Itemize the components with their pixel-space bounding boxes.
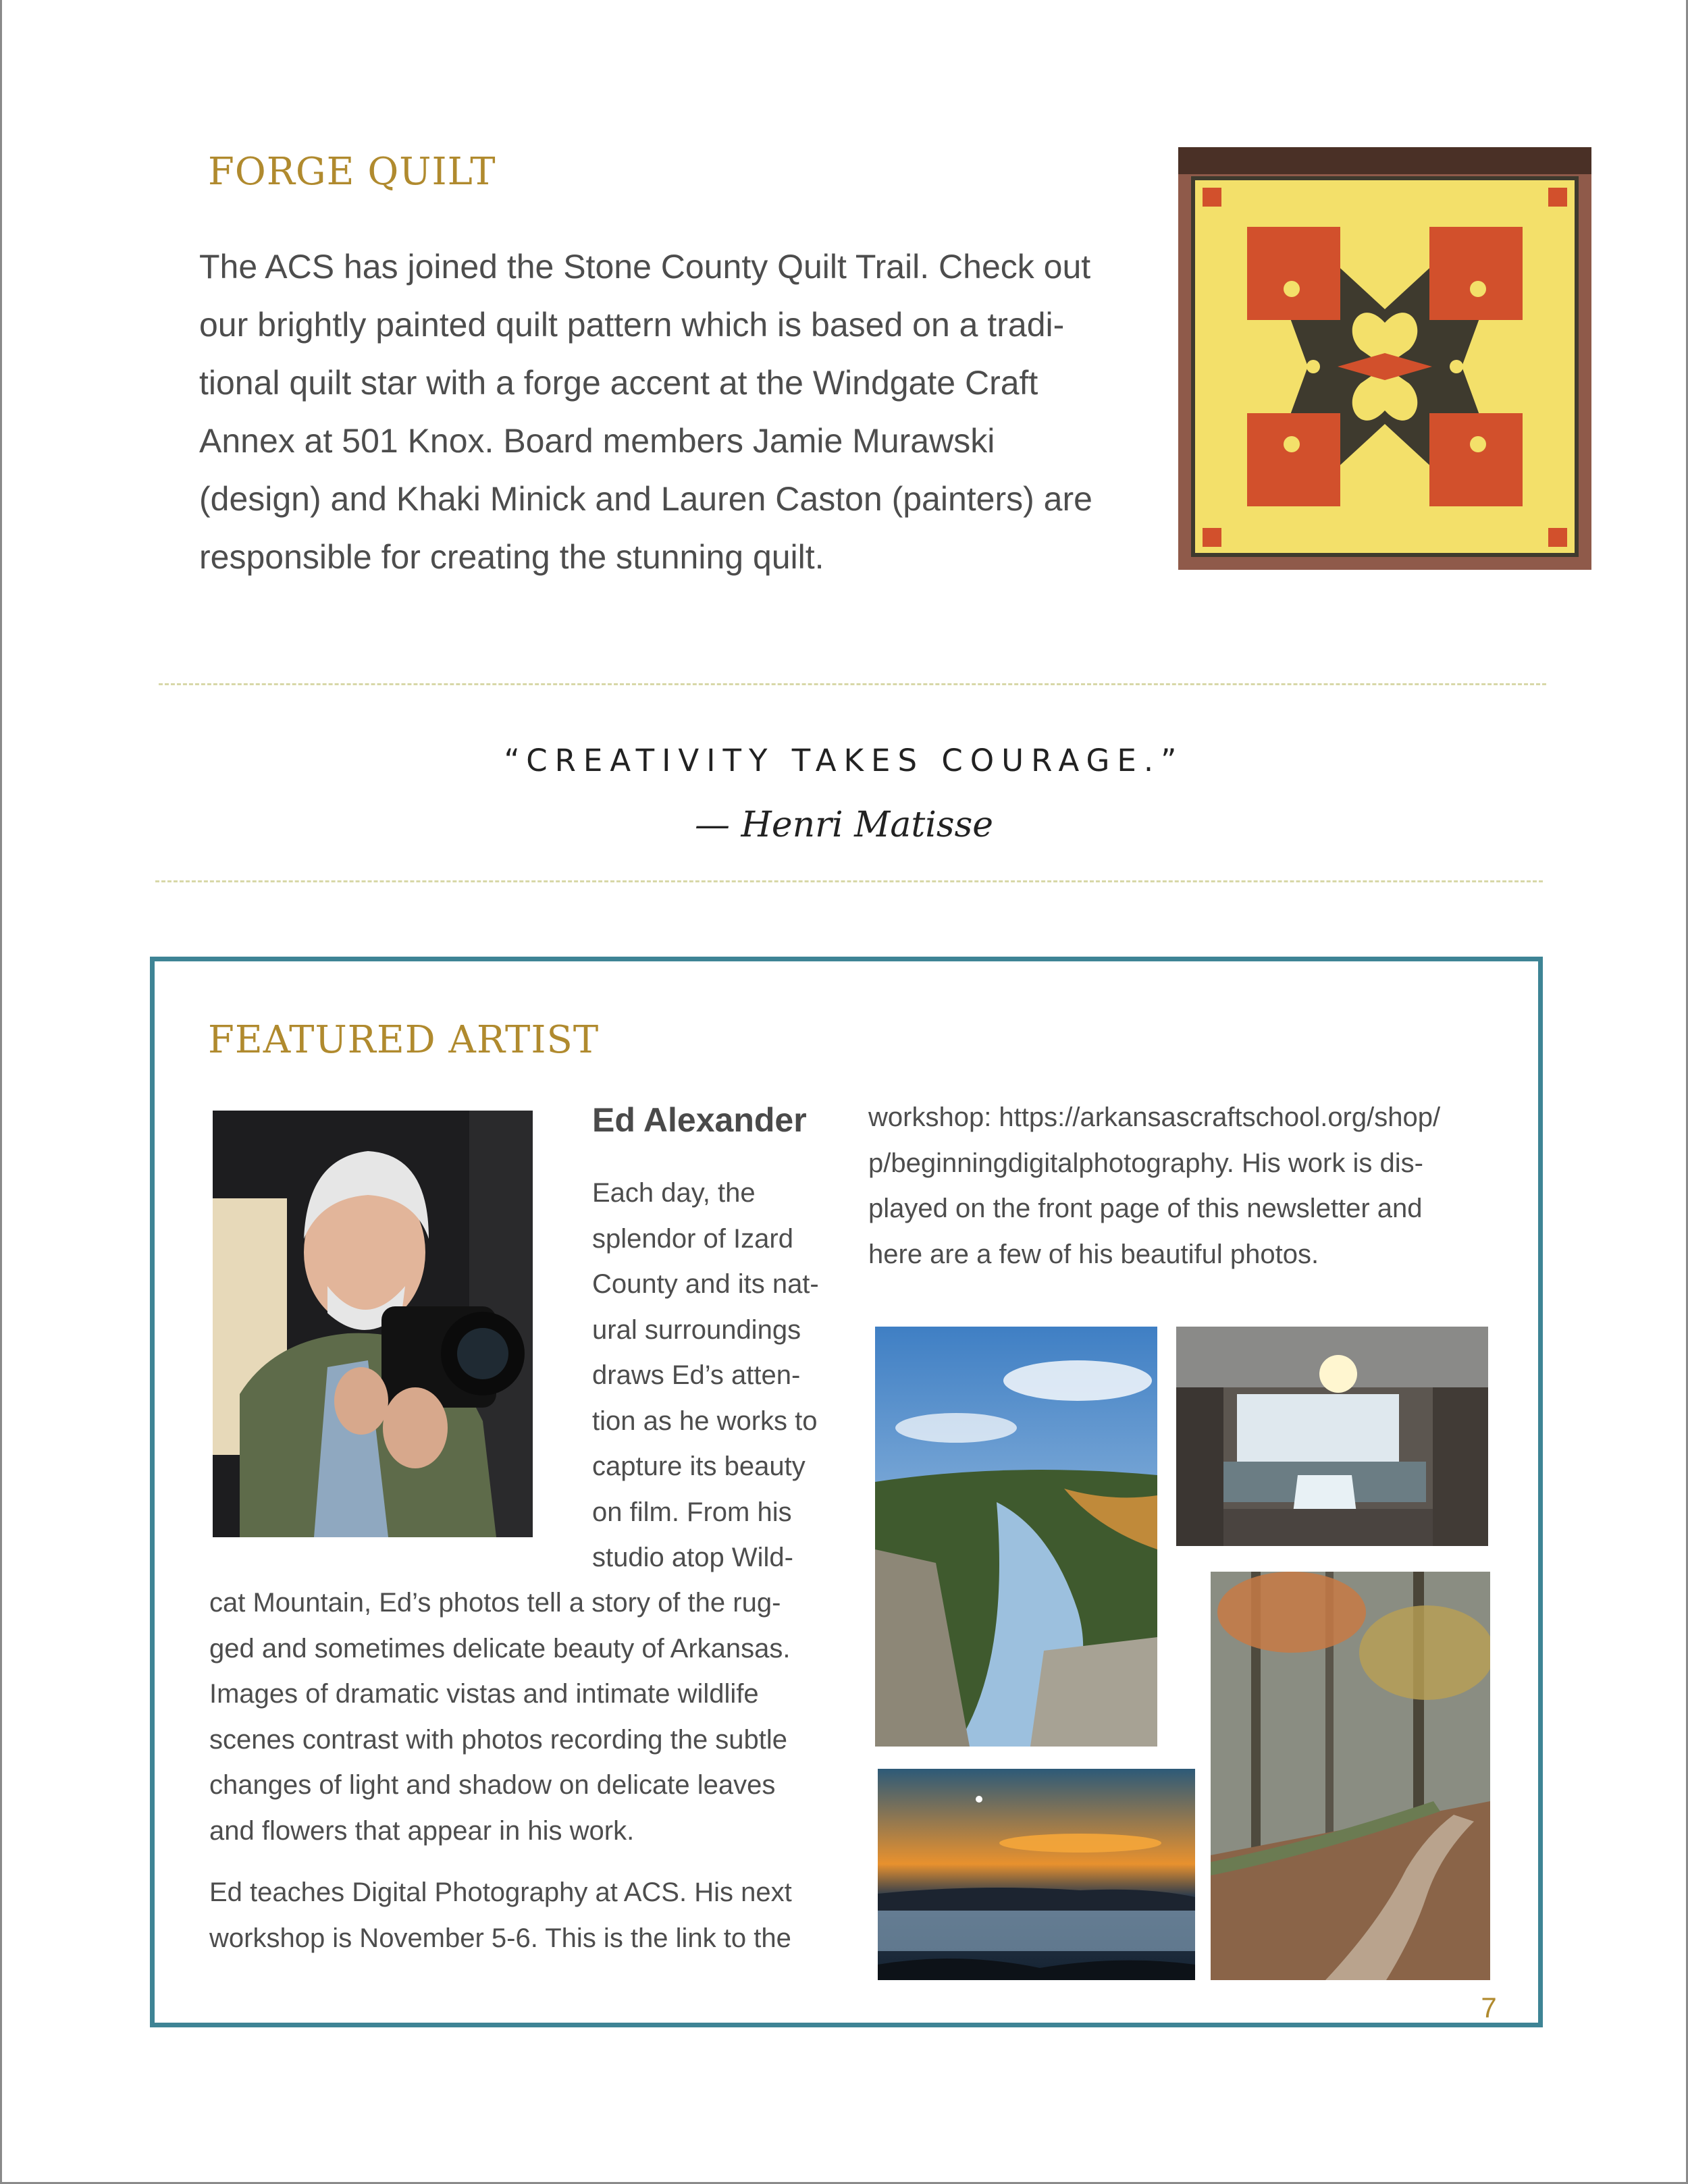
page-edge-left xyxy=(0,0,2,2184)
river-canyon-photo xyxy=(875,1327,1157,1747)
artist-name: Ed Alexander xyxy=(592,1101,807,1139)
workshop-line: here are a few of his beautiful photos. xyxy=(868,1239,1319,1269)
sunset-fog-photo xyxy=(878,1769,1195,1980)
bio-line: capture its beauty xyxy=(592,1451,806,1481)
workshop-line: played on the front page of this newsletter and xyxy=(868,1194,1423,1223)
waterfall-photo xyxy=(1176,1327,1488,1546)
bio-line: tion as he works to xyxy=(592,1406,818,1436)
bio-line: draws Ed’s atten- xyxy=(592,1360,801,1390)
artist-workshop-text xyxy=(868,1095,1440,1277)
bio-line: Images of dramatic vistas and intimate wildlife xyxy=(209,1679,759,1709)
teaching-line: workshop is November 5-6. This is the link to the xyxy=(209,1923,791,1953)
bio-line: ged and sometimes delicate beauty of Arkansas. xyxy=(209,1633,791,1663)
forge-quilt-line: The ACS has joined the Stone County Quilt Trail. Check out xyxy=(199,248,1091,286)
workshop-link-line[interactable]: workshop: https://arkansascraftschool.org/shop/ xyxy=(868,1102,1441,1132)
quote-author: — Henri Matisse xyxy=(694,805,994,845)
ed-alexander-photo xyxy=(213,1111,533,1537)
forge-quilt-line: tional quilt star with a forge accent at the Windgate Craft xyxy=(199,364,1038,402)
forest-path-photo xyxy=(1211,1572,1490,1980)
bio-line: changes of light and shadow on delicate leaves xyxy=(209,1770,776,1800)
workshop-link-line[interactable]: p/beginningdigitalphotography. His work is dis- xyxy=(868,1148,1423,1178)
divider-bottom xyxy=(155,880,1543,882)
bio-line: on film. From his xyxy=(592,1497,792,1527)
quote-text: “CREATIVITY TAKES COURAGE.” xyxy=(504,743,1184,778)
forge-quilt-image xyxy=(1178,147,1591,570)
bio-line: scenes contrast with photos recording the subtle xyxy=(209,1724,788,1755)
featured-artist-heading: FEATURED ARTIST xyxy=(208,1018,600,1062)
forge-quilt-line: Annex at 501 Knox. Board members Jamie Murawski xyxy=(199,422,995,460)
divider-top xyxy=(159,683,1546,685)
bio-line: and flowers that appear in his work. xyxy=(209,1815,635,1846)
forge-quilt-line: responsible for creating the stunning quilt. xyxy=(199,538,824,576)
artist-bio-wide xyxy=(209,1580,791,1854)
artist-teaching-text xyxy=(209,1870,792,1961)
bio-line: ural surroundings xyxy=(592,1314,801,1345)
artist-bio-narrow xyxy=(592,1171,819,1581)
forge-quilt-body xyxy=(199,238,1144,586)
bio-line: Each day, the xyxy=(592,1178,756,1208)
teaching-line: Ed teaches Digital Photography at ACS. His next xyxy=(209,1877,792,1907)
forge-quilt-heading: FORGE QUILT xyxy=(208,150,496,194)
forge-quilt-line: (design) and Khaki Minick and Lauren Caston (painters) are xyxy=(199,480,1092,518)
bio-line: County and its nat- xyxy=(592,1269,819,1299)
bio-line: studio atop Wild- xyxy=(592,1543,793,1572)
page-number: 7 xyxy=(1481,1992,1497,2023)
forge-quilt-line: our brightly painted quilt pattern which is based on a tradi- xyxy=(199,306,1065,344)
bio-line: cat Mountain, Ed’s photos tell a story of the rug- xyxy=(209,1588,781,1618)
bio-line: splendor of Izard xyxy=(592,1223,793,1254)
